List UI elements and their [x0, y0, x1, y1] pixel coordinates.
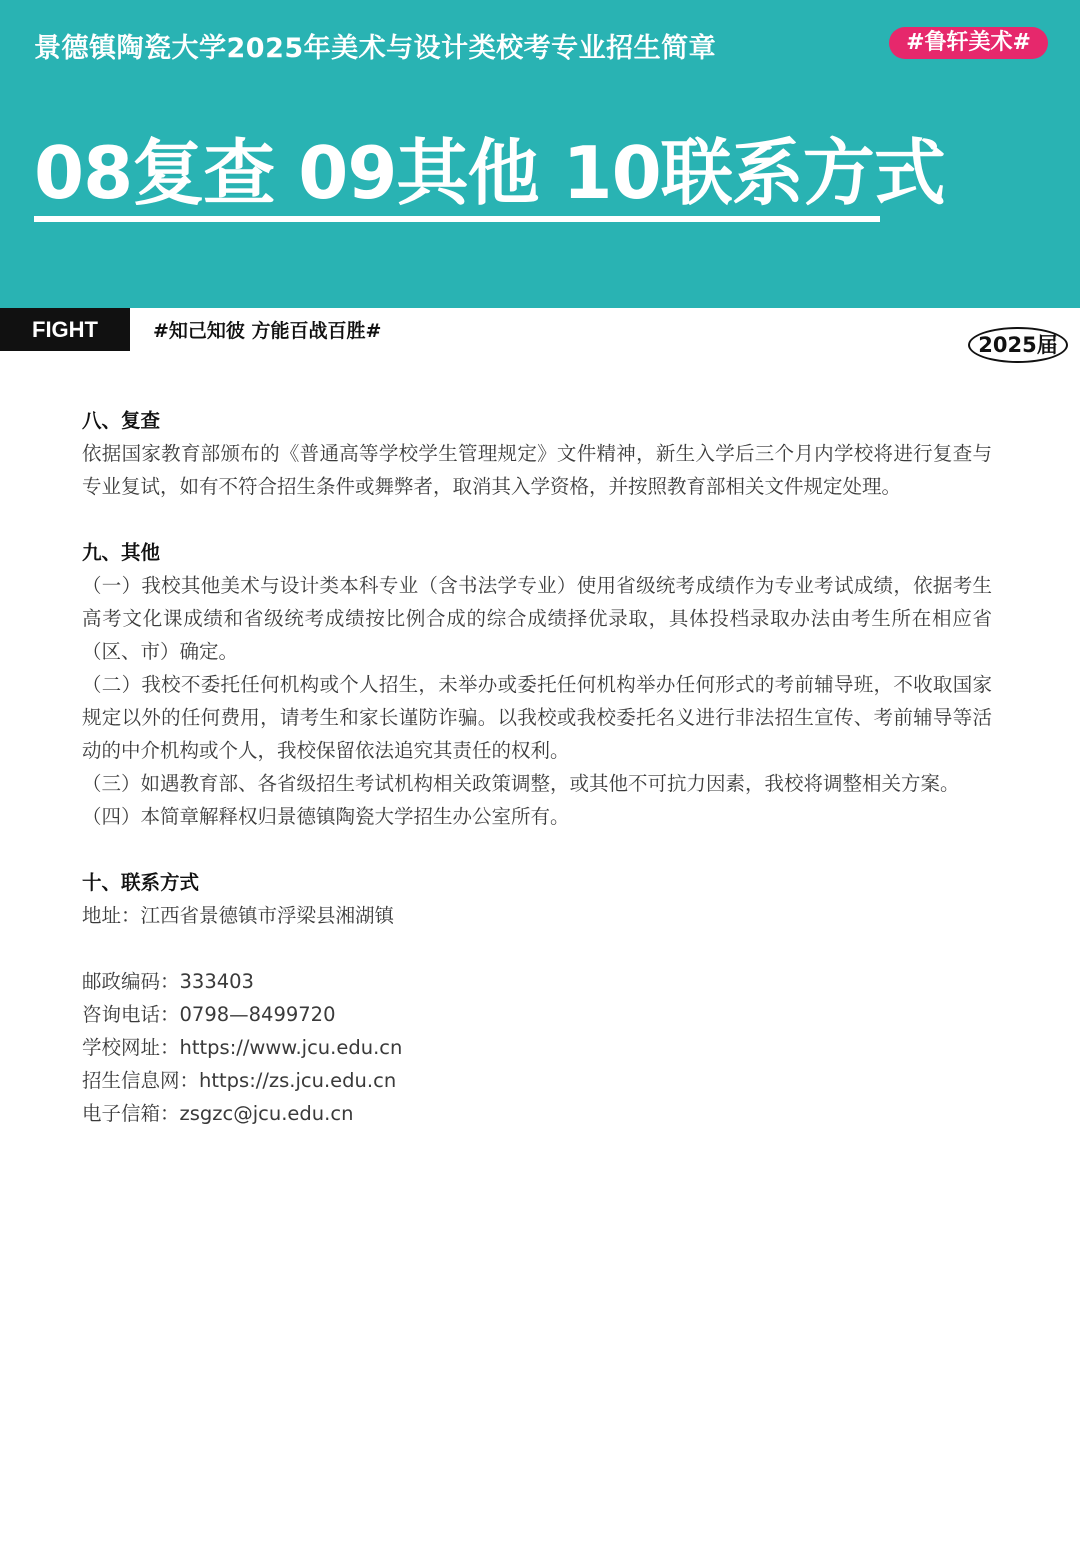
contact-website[interactable]: 学校网址：https://www.jcu.edu.cn: [82, 1036, 403, 1059]
other-item-4: （四）本简章解释权归景德镇陶瓷大学招生办公室所有。: [82, 805, 570, 828]
contact-address: 地址：江西省景德镇市浮梁县湘湖镇: [82, 904, 395, 927]
heading-other: 九、其他: [82, 541, 161, 564]
other-item-3: （三）如遇教育部、各省级招生考试机构相关政策调整，或其他不可抗力因素，我校将调整相关方案。: [82, 772, 960, 795]
heading-contact: 十、联系方式: [82, 871, 200, 894]
contact-admission-site[interactable]: 招生信息网：https://zs.jcu.edu.cn: [82, 1069, 397, 1092]
title-underline: [34, 216, 880, 222]
document-title: 景德镇陶瓷大学2025年美术与设计类校考专业招生简章: [34, 33, 717, 64]
contact-postcode: 邮政编码：333403: [82, 970, 254, 993]
contact-phone: 咨询电话：0798—8499720: [82, 1003, 336, 1026]
review-text: 依据国家教育部颁布的《普通高等学校学生管理规定》文件精神，新生入学后三个月内学校将进行复查与专业复试，如有不符合招生条件或舞弊者，取消其入学资格，并按照教育部相关文件规定处理。: [82, 442, 992, 498]
other-item-1: （一）我校其他美术与设计类本科专业（含书法学专业）使用省级统考成绩作为专业考试成绩，依据考生高考文化课成绩和省级统考成绩按比例合成的综合成绩择优录取，具体投档录取办法由考生所在相应省（区、市）确定。: [82, 574, 992, 663]
slogan: #知己知彼 方能百战百胜#: [153, 320, 382, 342]
fight-label: FIGHT: [0, 308, 130, 351]
contact-email[interactable]: 电子信箱：zsgzc@jcu.edu.cn: [82, 1102, 354, 1125]
brand-tag: #鲁轩美术#: [889, 27, 1048, 59]
header-banner: [0, 0, 1080, 308]
section-title: 08复查 09其他 10联系方式: [34, 131, 945, 215]
year-badge: 2025届: [968, 327, 1068, 363]
other-item-2: （二）我校不委托任何机构或个人招生，未举办或委托任何机构举办任何形式的考前辅导班，不收取国家规定以外的任何费用，请考生和家长谨防诈骗。以我校或我校委托名义进行非法招生宣传、考前辅导等活动的中介机构或个人，我校保留依法追究其责任的权利。: [82, 673, 992, 762]
content-body: [82, 404, 992, 1130]
heading-review: 八、复查: [82, 409, 161, 432]
